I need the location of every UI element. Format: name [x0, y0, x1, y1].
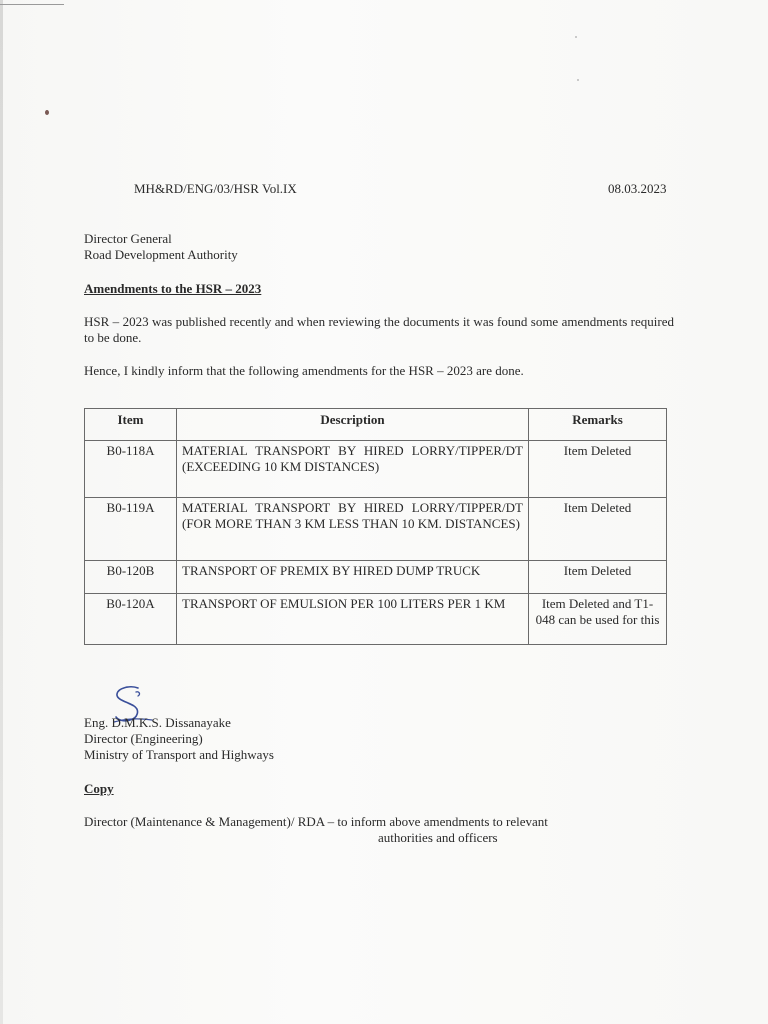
reference-number: MH&RD/ENG/03/HSR Vol.IX [134, 181, 297, 196]
amendments-table [84, 408, 667, 645]
cell-remarks: Item Deleted [529, 441, 667, 498]
body-paragraph-2: Hence, I kindly inform that the following amendments for the HSR – 2023 are done. [84, 363, 524, 378]
cell-remarks: Item Deleted [529, 561, 667, 594]
page-left-edge [0, 0, 3, 1024]
letter-date: 08.03.2023 [608, 181, 667, 196]
cell-description: MATERIAL TRANSPORT BY HIRED LORRY/TIPPER/DT (FOR MORE THAN 3 KM LESS THAN 10 KM. DISTANCES) [177, 498, 529, 561]
header-item: Item [85, 409, 177, 441]
table-header-row [85, 409, 667, 441]
signatory-name: Eng. D.M.K.S. Dissanayake [84, 715, 231, 730]
cell-item: B0-120B [85, 561, 177, 594]
cell-item: B0-120A [85, 594, 177, 645]
table-row [85, 498, 667, 561]
header-description: Description [177, 409, 529, 441]
signatory-title: Director (Engineering) [84, 731, 203, 746]
cell-item: B0-119A [85, 498, 177, 561]
ink-speck [45, 110, 49, 115]
cell-remarks: Item Deleted [529, 498, 667, 561]
cell-description: MATERIAL TRANSPORT BY HIRED LORRY/TIPPER/DT (EXCEEDING 10 KM DISTANCES) [177, 441, 529, 498]
table-row [85, 441, 667, 498]
copy-recipient-line-1: Director (Maintenance & Management)/ RDA – to inform above amendments to relevant [84, 814, 548, 829]
ink-speck [575, 36, 577, 38]
addressee-title: Director General [84, 231, 172, 246]
cell-item: B0-118A [85, 441, 177, 498]
body-paragraph-1: HSR – 2023 was published recently and when reviewing the documents it was found some amendments required to be done. [84, 314, 674, 345]
ink-speck [577, 79, 579, 81]
page-top-edge-line [0, 4, 64, 5]
header-remarks: Remarks [529, 409, 667, 441]
table-row [85, 561, 667, 594]
copy-recipient-line-2: authorities and officers [378, 830, 498, 845]
cell-description: TRANSPORT OF EMULSION PER 100 LITERS PER 1 KM [177, 594, 529, 645]
letter-subject: Amendments to the HSR – 2023 [84, 281, 262, 296]
cell-description: TRANSPORT OF PREMIX BY HIRED DUMP TRUCK [177, 561, 529, 594]
copy-heading: Copy [84, 781, 114, 796]
table-row [85, 594, 667, 645]
cell-remarks: Item Deleted and T1-048 can be used for this [529, 594, 667, 645]
addressee-organization: Road Development Authority [84, 247, 238, 262]
signatory-ministry: Ministry of Transport and Highways [84, 747, 274, 762]
